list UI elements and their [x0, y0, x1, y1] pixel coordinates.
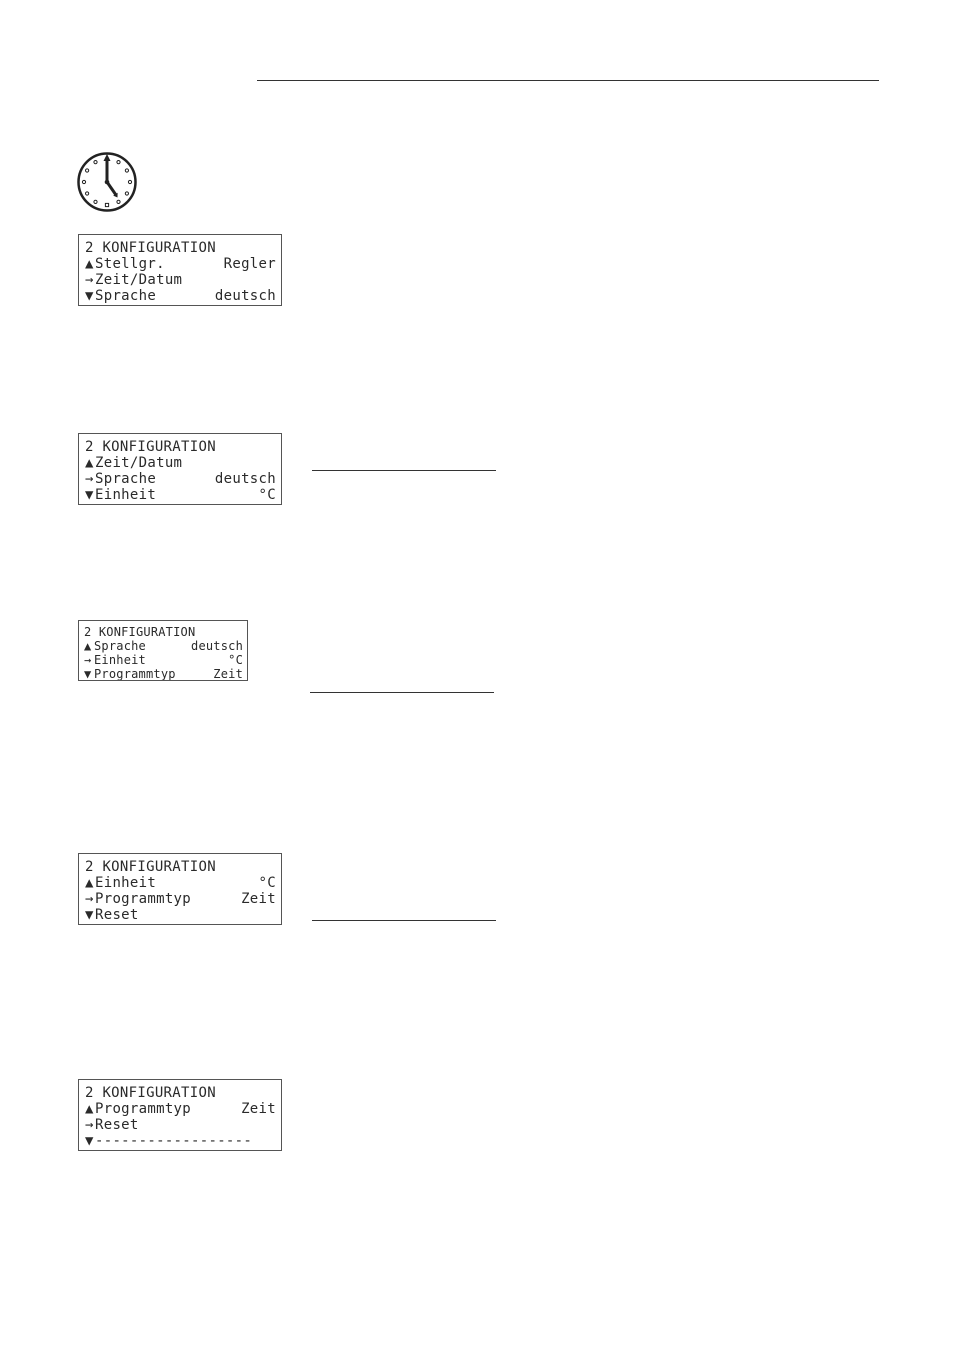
lcd-row-label: Stellgr.: [95, 256, 165, 272]
lcd-display: [78, 234, 282, 306]
scroll-up-icon: ▲: [85, 455, 94, 471]
lcd-title: 2 KONFIGURATION: [85, 859, 216, 875]
lcd-row-label: Reset: [95, 907, 139, 923]
reference-rule: [310, 692, 494, 693]
scroll-up-icon: ▲: [84, 639, 92, 653]
scroll-down-icon: ▼: [85, 907, 94, 923]
lcd-row-label: Sprache: [95, 288, 157, 304]
lcd-row: [85, 1101, 191, 1117]
lcd-row-label: Zeit/Datum: [95, 272, 183, 288]
lcd-row: [85, 256, 165, 272]
lcd-row: [84, 667, 176, 681]
lcd-row-label: Programmtyp: [94, 667, 176, 681]
lcd-row-value: Zeit: [241, 1101, 276, 1117]
lcd-title: 2 KONFIGURATION: [84, 625, 196, 639]
lcd-display: [78, 1079, 282, 1151]
selection-arrow-icon: →: [85, 471, 94, 487]
lcd-row: [85, 875, 156, 891]
scroll-down-icon: ▼: [85, 487, 94, 503]
reference-rule: [312, 470, 496, 471]
lcd-row-label: Sprache: [95, 471, 157, 487]
lcd-title: 2 KONFIGURATION: [85, 240, 216, 256]
lcd-display: [78, 433, 282, 505]
lcd-row: [85, 907, 139, 923]
lcd-display: [78, 853, 282, 925]
lcd-row: [85, 487, 156, 503]
lcd-title: 2 KONFIGURATION: [85, 1085, 216, 1101]
lcd-row-value: deutsch: [191, 639, 243, 653]
lcd-row-label: Einheit: [95, 875, 157, 891]
scroll-up-icon: ▲: [85, 256, 94, 272]
lcd-row-label: Programmtyp: [95, 1101, 192, 1117]
clock-icon: [76, 151, 138, 213]
lcd-row: [85, 455, 182, 471]
lcd-row-label: Zeit/Datum: [95, 455, 183, 471]
lcd-row-selected: [84, 653, 146, 667]
lcd-row: [85, 1133, 252, 1149]
lcd-row-value: Regler: [223, 256, 276, 272]
lcd-row-value: Zeit: [241, 891, 276, 907]
lcd-row-value: deutsch: [214, 288, 276, 304]
scroll-up-icon: ▲: [85, 1101, 94, 1117]
lcd-row-selected: [85, 891, 191, 907]
lcd-row-value: deutsch: [214, 471, 276, 487]
lcd-row-label: Sprache: [94, 639, 146, 653]
header-rule: [257, 80, 879, 81]
lcd-row-value: °C: [258, 487, 276, 503]
selection-arrow-icon: →: [84, 653, 92, 667]
lcd-row-value: °C: [258, 875, 276, 891]
lcd-display: [78, 620, 248, 681]
lcd-row-value: °C: [228, 653, 243, 667]
selection-arrow-icon: →: [85, 891, 94, 907]
lcd-row-label: ------------------: [95, 1133, 253, 1149]
lcd-row-label: Reset: [95, 1117, 139, 1133]
scroll-down-icon: ▼: [84, 667, 92, 681]
selection-arrow-icon: →: [85, 272, 94, 288]
lcd-row: [85, 288, 156, 304]
scroll-down-icon: ▼: [85, 1133, 94, 1149]
lcd-row: [84, 639, 146, 653]
lcd-title: 2 KONFIGURATION: [85, 439, 216, 455]
lcd-row-selected: [85, 471, 156, 487]
reference-rule: [312, 920, 496, 921]
scroll-up-icon: ▲: [85, 875, 94, 891]
lcd-row-label: Einheit: [94, 653, 146, 667]
lcd-row-label: Programmtyp: [95, 891, 192, 907]
scroll-down-icon: ▼: [85, 288, 94, 304]
lcd-row-value: Zeit: [213, 667, 243, 681]
selection-arrow-icon: →: [85, 1117, 94, 1133]
lcd-row-selected: [85, 272, 182, 288]
lcd-row-label: Einheit: [95, 487, 157, 503]
lcd-row-selected: [85, 1117, 139, 1133]
